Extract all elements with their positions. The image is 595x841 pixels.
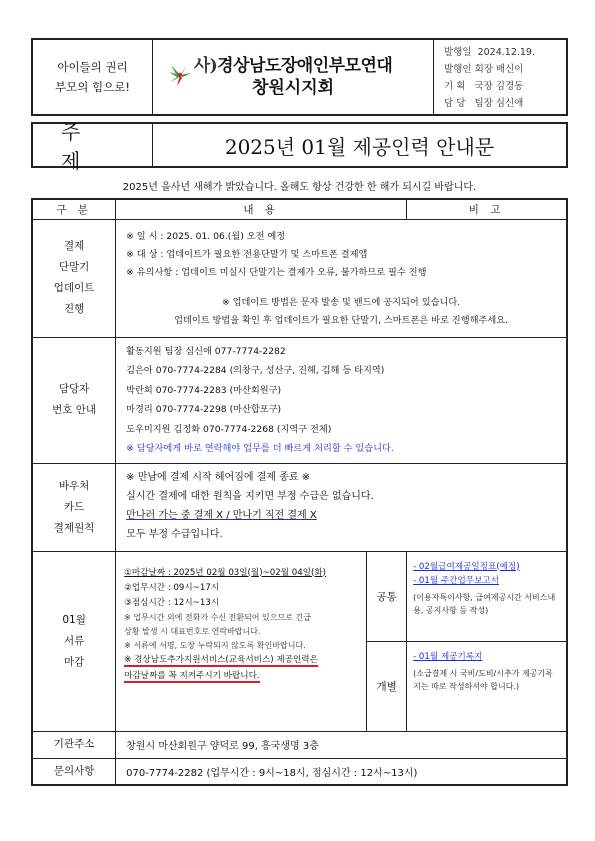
page-title: 2025년 01월 제공인력 안내문: [224, 134, 495, 159]
header-box: [31, 38, 568, 116]
header-remarks: 비 고: [407, 199, 567, 219]
small-note: ※ 서류에 서명, 도장 누락되지 않도록 확인바랍니다.: [124, 640, 306, 650]
category-line: 번호 안내: [52, 404, 97, 416]
category-line: 결제: [63, 240, 85, 252]
inquiry-label: 문의사항: [32, 758, 116, 785]
list-item: ※ 대 상 : 업데이트가 필요한 전용단말기 및 스마트폰 결제앱: [126, 248, 368, 260]
category-line: 단말기: [58, 261, 90, 273]
category-line: 업데이트: [53, 282, 95, 294]
meta-label: 담 당: [444, 98, 466, 109]
small-note: ※ 업무시간 외에 전화가 수신 전환되어 있으므로 긴급: [124, 612, 311, 622]
common-item: - 02월급여제공일정표(예정): [413, 561, 520, 572]
category-contacts: [32, 337, 116, 463]
category-line: 바우처: [58, 479, 90, 492]
voucher-line: 실시간 결제에 대한 원칙을 지키면 부정 수급은 없습니다.: [126, 490, 374, 502]
slogan: [33, 40, 153, 114]
deadline-date: ①마감날짜 : 2025년 02월 03일(월)~02월 04일(화): [124, 567, 326, 578]
title-label: 주 제: [33, 124, 153, 166]
individual-items: [407, 641, 567, 731]
meta-label: 발행인: [444, 64, 472, 75]
list-item: ※ 유의사항 : 업데이트 미실시 단말기는 결제가 오류, 불가하므로 필수 진행: [126, 266, 427, 278]
meta-value: 국장 김경동: [474, 81, 524, 92]
category-terminal-update: [32, 219, 116, 337]
documents-content: [116, 551, 367, 731]
terminal-update-content: [116, 219, 567, 337]
category-documents: [32, 551, 116, 731]
individual-item: - 01월 제공기록지: [413, 651, 483, 662]
common-note: (이용자특이사항, 급여제공시간 서비스내용, 공지사항 등 작성): [413, 592, 556, 615]
category-line: 마감: [63, 655, 85, 668]
category-line: 01월: [62, 613, 86, 626]
contact-line: 박란희 070-7774-2283 (마산회원구): [126, 384, 282, 396]
category-line: 진행: [63, 303, 85, 315]
contacts-note: ※ 담당자에게 바로 연락해야 업무를 더 빠르게 처리할 수 있습니다.: [126, 443, 394, 454]
contact-line: 마경리 070-7774-2298 (마산합포구): [126, 404, 282, 415]
meta-label: 발행일: [444, 47, 472, 58]
category-line: 카드: [63, 500, 85, 513]
work-hours: ②업무시간 : 09시~17시: [124, 582, 220, 593]
contact-line: 활동지원 팀장 심신애 077-7774-2282: [126, 345, 286, 357]
org-name-line1: 경상남도장애인부모연대: [217, 56, 393, 76]
organization-logo-icon: [167, 62, 193, 88]
greeting: 2025년 을사년 새해가 밝았습니다. 올해도 항상 건강한 한 해가 되시길 바랍니다.: [122, 182, 477, 193]
update-note-1: ※ 업데이트 방법은 문자 발송 및 밴드에 공지되어 있습니다.: [222, 296, 461, 308]
slogan-line1: 아이들의 권리: [57, 60, 128, 74]
voucher-content: [116, 463, 567, 551]
header-category: 구 분: [32, 199, 116, 219]
contacts-content: [116, 337, 567, 463]
common-items: [407, 551, 567, 641]
org-name-line2: 창원시지회: [251, 78, 335, 98]
category-voucher: [32, 463, 116, 551]
voucher-line: 만나러 가는 중 결제 X / 만나기 직전 결제 X: [126, 509, 317, 521]
meta-value: 2024.12.19.: [477, 47, 535, 58]
update-note-2: 업데이트 방법을 확인 후 업데이트가 필요한 단말기, 스마트폰은 바로 진행해주세요.: [174, 314, 509, 326]
address-value: 창원시 마산회원구 양덕로 99, 흥국생명 3층: [116, 731, 567, 758]
contact-line: 김은아 070-7774-2284 (의창구, 성산구, 진해, 김해 등 타지역): [126, 365, 385, 376]
voucher-line: 모두 부정 수급입니다.: [126, 528, 223, 540]
common-item: - 01월 주간업무보고서: [413, 575, 500, 586]
category-line: 서류: [63, 634, 85, 647]
common-label: 공통: [367, 551, 407, 641]
address-label: 기관주소: [32, 731, 116, 758]
contact-line: 도우미지원 김정화 070-7774-2268 (지역구 전체): [126, 423, 332, 435]
inquiry-value: 070-7774-2282 (업무시간 : 9시~18시, 점심시간 : 12시~13시): [116, 758, 567, 785]
meta-label: 기 획: [444, 81, 466, 92]
warning-line: 마감날짜를 꼭 지켜주시기 바랍니다.: [124, 670, 260, 681]
individual-note: (소급결제 시 국비/도비/시추가 제공기록지는 따로 작성하셔야 합니다.): [413, 668, 553, 691]
category-line: 담당자: [58, 383, 90, 395]
list-item: ※ 일 시 : 2025. 01. 06.(월) 오전 예정: [126, 230, 286, 242]
slogan-line2: 부모의 힘으로!: [55, 80, 130, 94]
meta-value: 팀장 심신애: [474, 98, 524, 109]
individual-label: 개별: [367, 641, 407, 731]
lunch-hours: ③점심시간 : 12시~13시: [124, 597, 220, 608]
org-name: [153, 40, 434, 114]
notice-table: [31, 198, 568, 786]
publication-info: [434, 40, 566, 114]
title-box: [31, 120, 568, 173]
warning-line: ※ 경상남도추가지원서비스(교육서비스) 제공인력은: [124, 654, 318, 665]
small-note: 상황 발생 시 대표번호로 연락바랍니다.: [124, 626, 261, 636]
org-prefix: 사): [193, 56, 218, 76]
voucher-line: ※ 만남에 결제 시작 헤어짐에 결제 종료 ※: [126, 471, 311, 483]
header-content: 내 용: [116, 199, 407, 219]
category-line: 결제원칙: [53, 521, 95, 534]
meta-value: 회장 배신이: [474, 64, 524, 75]
